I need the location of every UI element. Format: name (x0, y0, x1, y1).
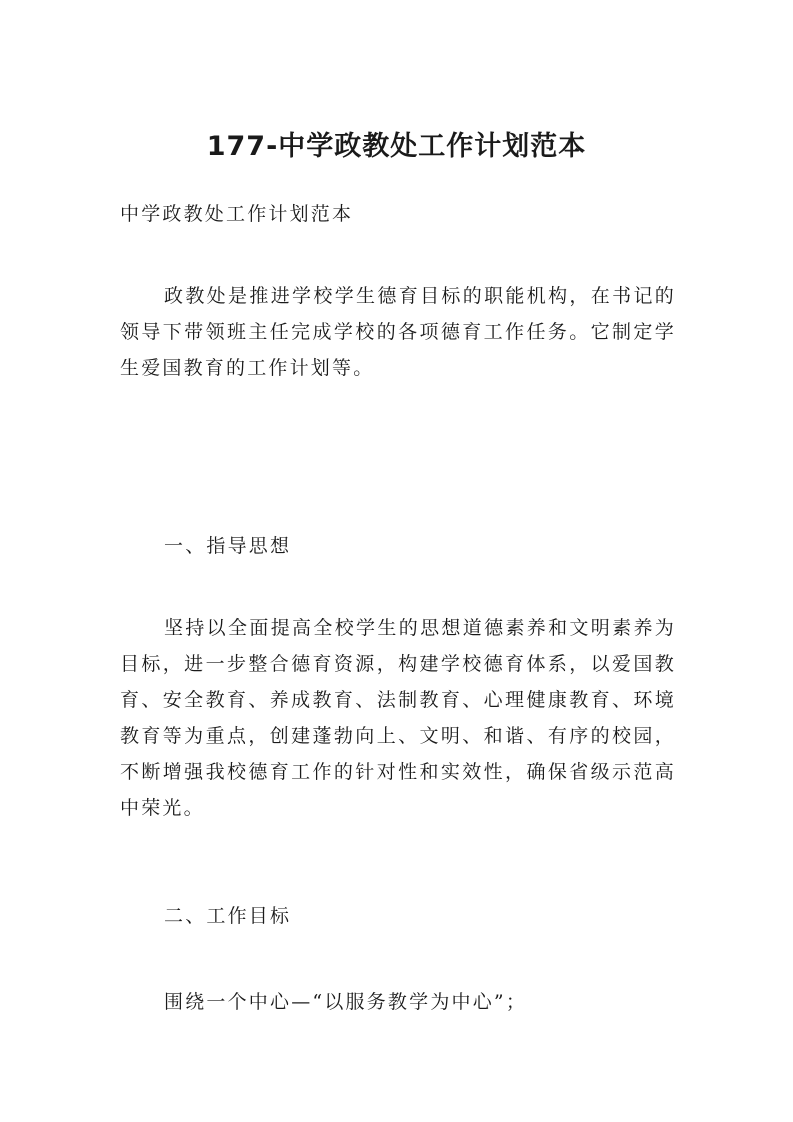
document-subtitle: 中学政教处工作计划范本 (120, 203, 354, 225)
document-title: 177-中学政教处工作计划范本 (206, 131, 587, 162)
section-paragraph-work-goals: 围绕一个中心—“以服务教学为中心”； (164, 991, 528, 1013)
section-paragraph-guiding-ideology: 坚持以全面提高全校学生的思想道德素养和文明素养为目标，进一步整合德育资源，构建学校德育体系，以爱国教育、安全教育、养成教育、法制教育、心理健康教育、环境教育等为重点，创建蓬勃向上、文明、和谐、有序的校园，不断增强我校德育工作的针对性和实效性，确保省级示范高中荣光。 (120, 617, 676, 819)
section-heading-guiding-ideology: 一、指导思想 (164, 535, 292, 557)
section-heading-work-goals: 二、工作目标 (164, 905, 292, 927)
intro-paragraph: 政教处是推进学校学生德育目标的职能机构，在书记的领导下带领班主任完成学校的各项德育工作任务。它制定学生爱国教育的工作计划等。 (120, 285, 676, 379)
